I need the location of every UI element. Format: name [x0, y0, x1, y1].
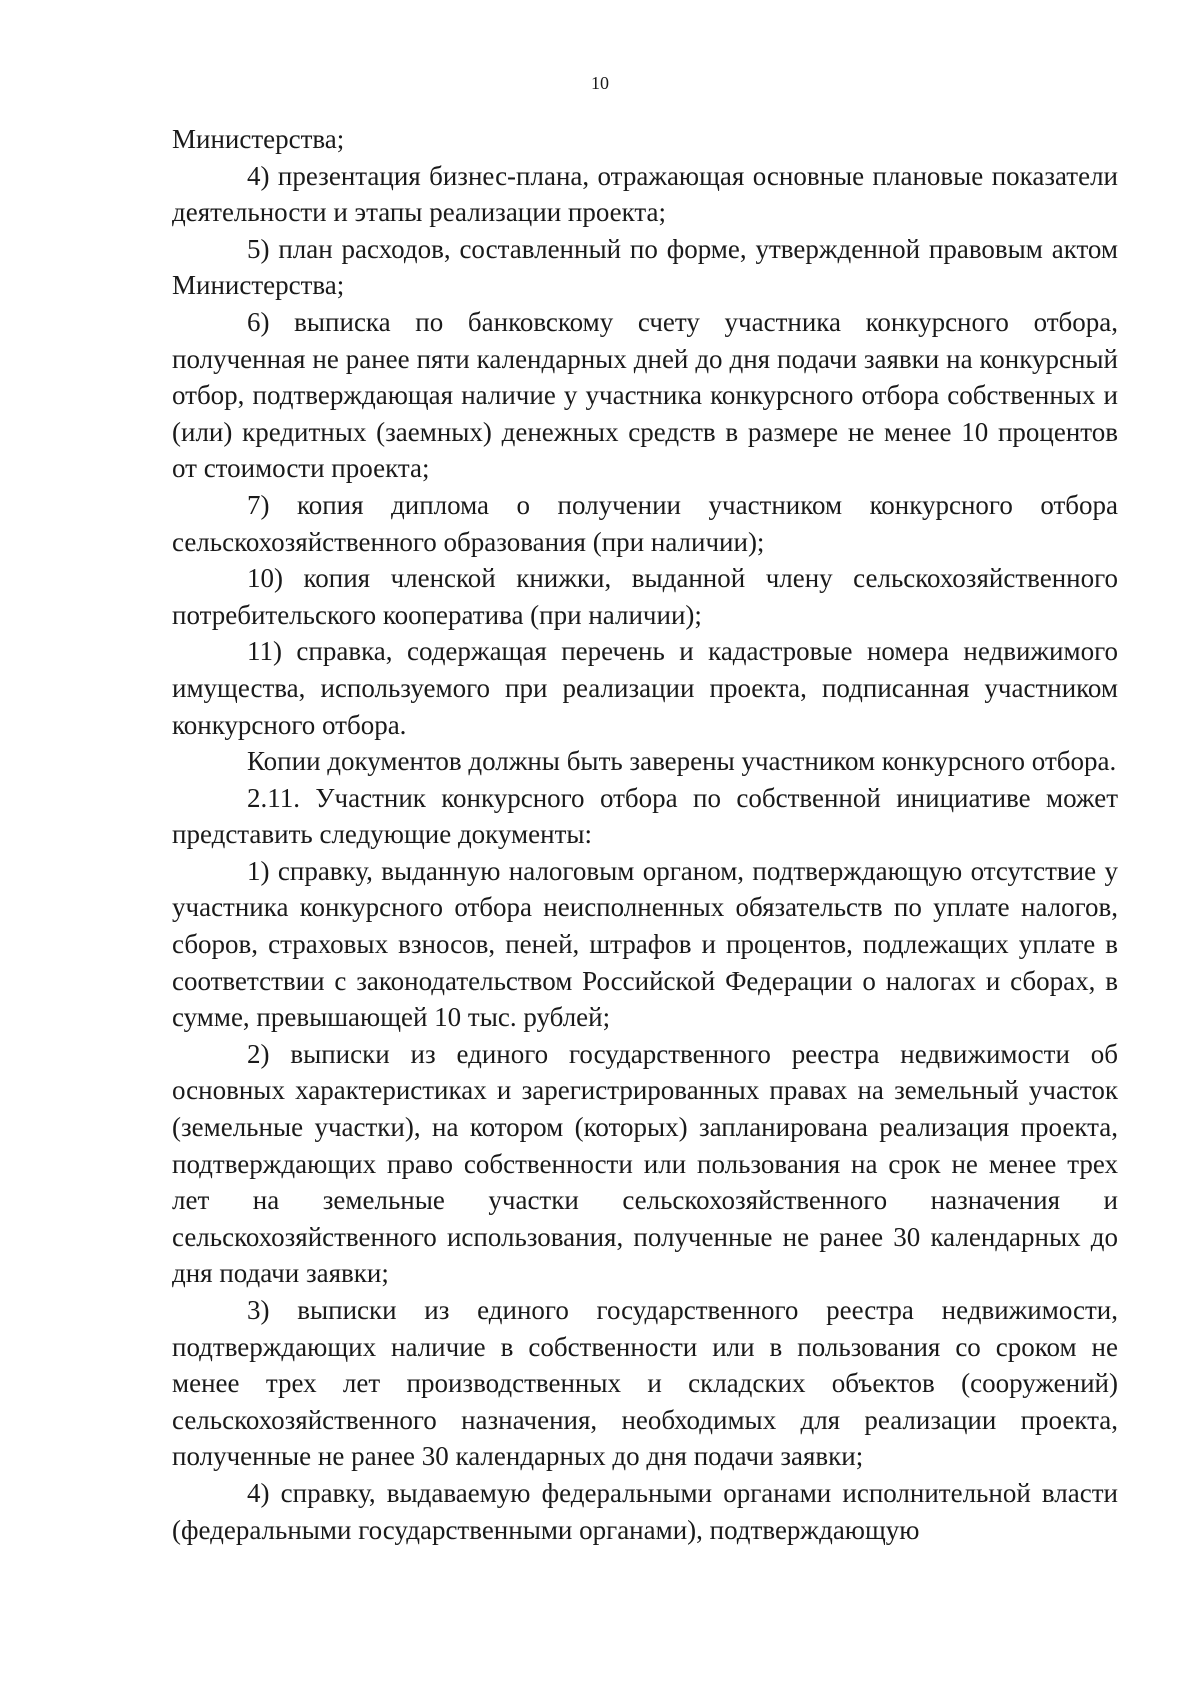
list-item-4-federal-certificate: 4) справку, выдаваемую федеральными органами исполнительной власти (федеральными государственными органами), подтверждающую [172, 1477, 1118, 1545]
list-item-4-presentation: 4) презентация бизнес-плана, отражающая основные плановые показатели деятельности и этапы реализации проекта; [172, 160, 1118, 228]
list-item-6-bank-statement: 6) выписка по банковскому счету участника конкурсного отбора, полученная не ранее пяти календарных дней до дня подачи заявки на конкурсный отбор, подтверждающая наличие у участника конкурсного отбора собственных и (или) кредитных (заемных) денежных средств в размере не менее 10 процентов от стоимости проекта; [172, 306, 1118, 484]
list-item-11-property-certificate: 11) справка, содержащая перечень и кадастровые номера недвижимого имущества, используемого при реализации проекта, подписанная участником конкурсного отбора. [172, 636, 1118, 740]
paragraph-continuation: Министерства; [172, 124, 345, 154]
list-item-5-expense-plan: 5) план расходов, составленный по форме, утвержденной правовым актом Министерства; [172, 233, 1118, 301]
page-number: 10 [591, 73, 609, 93]
list-item-7-diploma-copy: 7) копия диплома о получении участником конкурсного отбора сельскохозяйственного образования (при наличии); [172, 489, 1118, 557]
section-2-11-heading: 2.11. Участник конкурсного отбора по собственной инициативе может представить следующие документы: [172, 782, 1118, 850]
list-item-2-land-registry-extract: 2) выписки из единого государственного реестра недвижимости об основных характеристиках и зарегистрированных правах на земельный участок (земельные участки), на котором (которых) запланирована реализация проекта, подтверждающих право собственности или пользования на срок не менее трех лет на земельные участки сельскохозяйственного назначения и сельскохозяйственного использования, полученные не ранее 30 календарных до дня подачи заявки; [172, 1038, 1118, 1289]
list-item-10-membership-book: 10) копия членской книжки, выданной члену сельскохозяйственного потребительского кооператива (при наличии); [172, 563, 1118, 630]
document-body [172, 121, 1118, 1548]
paragraph-copies-certified: Копии документов должны быть заверены участником конкурсного отбора. [247, 746, 1117, 777]
list-item-1-tax-certificate: 1) справку, выданную налоговым органом, подтверждающую отсутствие у участника конкурсного отбора неисполненных обязательств по уплате налогов, сборов, страховых взносов, пеней, штрафов и процентов, подлежащих уплате в соответствии с законодательством Российской Федерации о налогах и сборах, в сумме, превышающей 10 тыс. рублей; [172, 855, 1118, 1033]
list-item-3-facility-registry-extract: 3) выписки из единого государственного реестра недвижимости, подтверждающих наличие в собственности или в пользования со сроком не менее трех лет производственных и складских объектов (сооружений) сельскохозяйственного назначения, необходимых для реализации проекта, полученные не ранее 30 календарных до дня подачи заявки; [172, 1295, 1118, 1472]
